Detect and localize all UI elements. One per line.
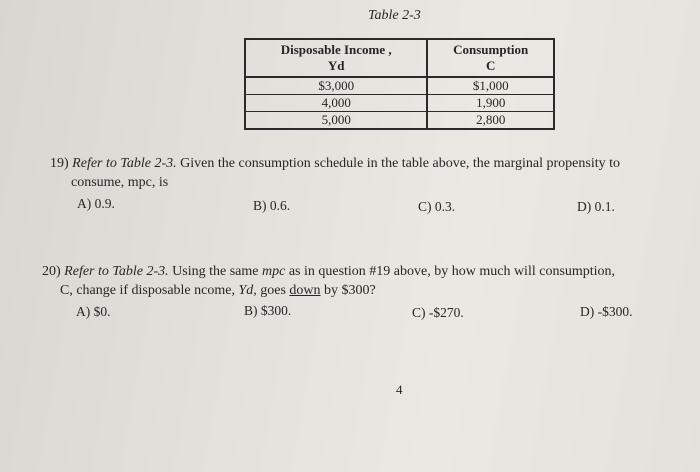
question-19-option-c: C) 0.3. — [418, 199, 456, 214]
table-cell-income: 4,000 — [245, 95, 427, 112]
table-cell-consumption: 2,800 — [427, 112, 554, 130]
table-title: Table 2-3 — [368, 8, 421, 23]
question-20-option-a: A) $0. — [76, 304, 111, 319]
question-20-yd: Yd, — [238, 283, 257, 298]
table-row — [245, 112, 554, 130]
question-20-line2-a: C, change if disposable ncome, — [60, 283, 235, 298]
question-20-line2 — [60, 283, 376, 299]
table-cell-income: $3,000 — [245, 77, 427, 95]
question-20-option-b: B) $300. — [244, 303, 292, 318]
question-20-line2-b: goes — [260, 283, 286, 298]
question-20-reference: Refer to Table 2-3. — [64, 264, 169, 279]
question-19-option-d: D) 0.1. — [577, 199, 615, 214]
question-19-line1 — [50, 156, 620, 172]
question-20-mpc: mpc — [261, 264, 286, 279]
question-19-line2: consume, mpc, is — [71, 175, 169, 190]
question-19-option-a: A) 0.9. — [77, 196, 115, 211]
table-cell-consumption: 1,900 — [427, 95, 554, 112]
header-disposable-income-symbol: Yd — [327, 58, 345, 73]
question-20-text-a: Using the same — [172, 264, 259, 279]
header-consumption — [427, 39, 554, 77]
question-20-option-c: C) -$270. — [412, 305, 464, 320]
header-consumption-symbol: C — [485, 58, 496, 73]
table-cell-income: 5,000 — [321, 112, 351, 127]
consumption-table — [244, 38, 555, 130]
question-20-text-b: as in question #19 above, by how much will consumption, — [288, 264, 616, 279]
question-19-text: Given the consumption schedule in the table above, the marginal propensity to — [180, 156, 621, 171]
header-consumption-label: Consumption — [453, 42, 529, 57]
question-19-number: 19) — [50, 156, 69, 171]
question-20-down: down — [289, 283, 321, 298]
question-20-line1 — [42, 264, 615, 280]
table-header-row — [245, 39, 554, 77]
table-row — [245, 77, 554, 95]
page-number: 4 — [396, 382, 403, 397]
header-disposable-income-label: Disposable Income , — [280, 42, 392, 57]
question-20-line2-c: by $300? — [324, 283, 376, 298]
question-19-reference: Refer to Table 2-3. — [72, 156, 177, 171]
table-row — [245, 95, 554, 112]
table-cell-consumption: $1,000 — [427, 77, 554, 95]
question-19-option-b: B) 0.6. — [253, 198, 291, 213]
question-20-option-d: D) -$300. — [580, 304, 633, 319]
question-20-number: 20) — [42, 264, 61, 279]
header-disposable-income — [245, 39, 427, 77]
